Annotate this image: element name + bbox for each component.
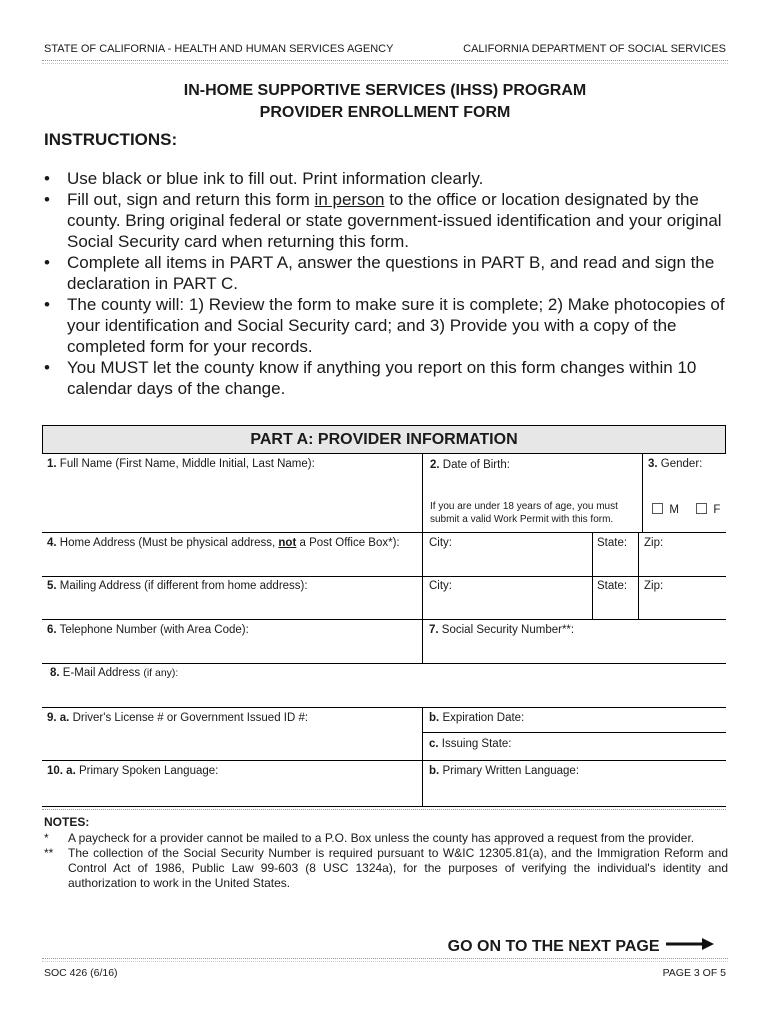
mailing-zip-field[interactable]: Zip: — [644, 580, 664, 592]
gender-field-label: 3. Gender: — [648, 458, 703, 470]
arrow-right-icon — [666, 938, 714, 950]
grid-line — [42, 576, 726, 577]
drivers-license-field[interactable]: 9. a. Driver's License # or Government Issued ID #: — [47, 712, 309, 724]
grid-line — [42, 760, 726, 761]
ssn-field[interactable]: 7. Social Security Number**: — [429, 624, 575, 636]
instruction-item: • Complete all items in PART A, answer the questions in PART B, and read and sign the declaration in PART C. — [44, 253, 715, 293]
instructions-list — [44, 168, 734, 399]
form-title: PROVIDER ENROLLMENT FORM — [259, 104, 511, 121]
email-field[interactable]: 8. E-Mail Address (if any): — [50, 667, 179, 679]
full-name-field[interactable]: 1. Full Name (First Name, Middle Initial, Last Name): — [47, 458, 315, 470]
issuing-state-field[interactable]: c. Issuing State: — [429, 738, 512, 750]
notes-heading: NOTES: — [44, 815, 90, 829]
grid-line — [42, 453, 726, 454]
grid-line — [42, 707, 726, 708]
work-permit-note: If you are under 18 years of age, you must submit a valid Work Permit with this form. — [430, 501, 618, 525]
home-city-field[interactable]: City: — [429, 537, 452, 549]
grid-line — [422, 453, 423, 663]
department-name: CALIFORNIA DEPARTMENT OF SOCIAL SERVICES — [463, 43, 726, 55]
footer-divider-2 — [42, 961, 728, 962]
grid-line — [42, 809, 726, 810]
instruction-item: • Use black or blue ink to fill out. Print information clearly. — [44, 169, 484, 188]
home-address-field[interactable]: 4. Home Address (Must be physical address, not a Post Office Box*): — [47, 537, 400, 549]
footer-divider — [42, 958, 728, 959]
checkbox-icon — [696, 503, 707, 514]
grid-line — [422, 707, 423, 806]
date-of-birth-field[interactable]: 2. Date of Birth: — [430, 459, 510, 471]
instruction-item: • The county will: 1) Review the form to make sure it is complete; 2) Make photocopies of your identification and Social Security card; and 3) Provide you with a copy of the completed form for your records. — [44, 295, 725, 356]
header-divider — [42, 60, 728, 61]
home-zip-field[interactable]: Zip: — [644, 537, 664, 549]
agency-name: STATE OF CALIFORNIA - HEALTH AND HUMAN SERVICES AGENCY — [44, 43, 394, 55]
grid-line — [592, 532, 593, 619]
instructions-heading: INSTRUCTIONS: — [44, 130, 178, 149]
part-a-heading: PART A: PROVIDER INFORMATION — [42, 425, 726, 453]
header-divider-2 — [42, 63, 728, 64]
form-number: SOC 426 (6/16) — [44, 967, 118, 979]
grid-line — [642, 453, 643, 532]
instruction-item: • Fill out, sign and return this form in person to the office or location designated by the county. Bring original federal or state government-issued identification and your original Social Security card when returning this form. — [44, 190, 722, 251]
gender-m-checkbox[interactable]: M — [652, 503, 679, 516]
note-item: * A paycheck for a provider cannot be mailed to a P.O. Box unless the county has approved a request from the provider. — [44, 831, 695, 845]
grid-line — [42, 619, 726, 620]
notes-section — [44, 815, 728, 891]
page-number: PAGE 3 OF 5 — [662, 967, 726, 979]
gender-f-checkbox[interactable]: F — [696, 503, 720, 516]
note-item: ** The collection of the Social Security Number is required pursuant to W&IC 12305.81(a), and the Immigration Reform and Control Act of 1986, Public Law 99-603 (8 USC 1324a), for the purposes of verifying the individual's identity and authorization to work in the United States. — [44, 846, 728, 890]
mailing-state-field[interactable]: State: — [597, 580, 628, 592]
grid-line — [42, 532, 726, 533]
expiration-date-field[interactable]: b. Expiration Date: — [429, 712, 525, 724]
grid-line — [638, 532, 639, 619]
checkbox-icon — [652, 503, 663, 514]
mailing-address-field[interactable]: 5. Mailing Address (if different from home address): — [47, 580, 308, 592]
program-title: IN-HOME SUPPORTIVE SERVICES (IHSS) PROGRAM — [183, 82, 587, 99]
instruction-item: • You MUST let the county know if anything you report on this form changes within 10 calendar days of the change. — [44, 358, 697, 398]
grid-line — [422, 732, 726, 733]
telephone-field[interactable]: 6. Telephone Number (with Area Code): — [47, 624, 249, 636]
spoken-language-field[interactable]: 10. a. Primary Spoken Language: — [47, 765, 219, 777]
written-language-field[interactable]: b. Primary Written Language: — [429, 765, 580, 777]
grid-line — [42, 806, 726, 807]
next-page-indicator: GO ON TO THE NEXT PAGE — [448, 938, 714, 956]
mailing-city-field[interactable]: City: — [429, 580, 452, 592]
grid-line — [42, 663, 726, 664]
home-state-field[interactable]: State: — [597, 537, 628, 549]
